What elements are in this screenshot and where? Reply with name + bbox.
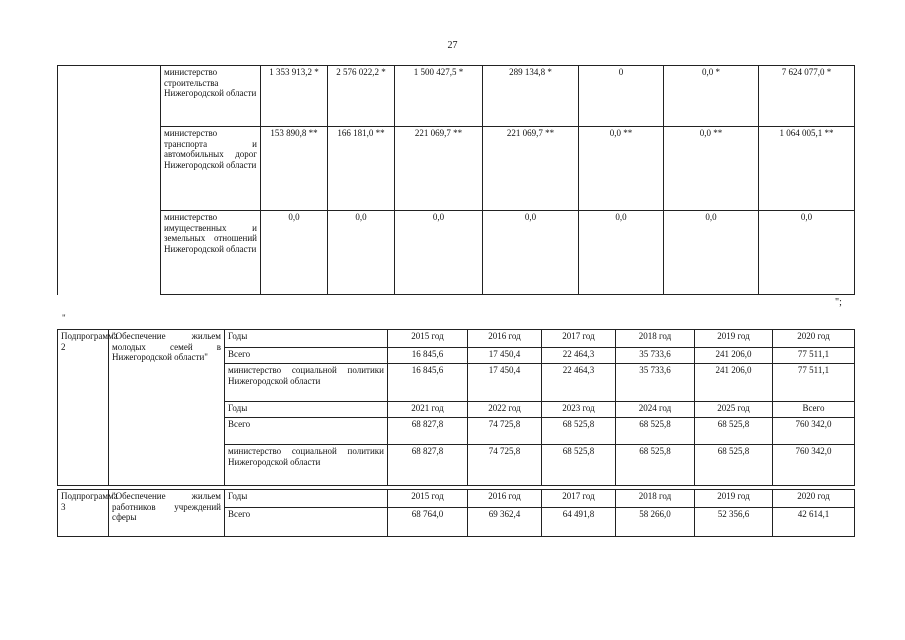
value-cell: 760 342,0 [773,445,855,486]
value-cell: 16 845,6 [388,348,468,364]
value-cell: 68 525,8 [616,418,695,445]
value-cell: 74 725,8 [468,445,542,486]
value-cell: 221 069,7 ** [483,127,579,211]
value-cell: 2018 год [616,490,695,508]
value-cell: 0,0 ** [579,127,664,211]
empty-cell [58,66,161,295]
closing-quote: "; [835,297,842,308]
value-cell: 2015 год [388,490,468,508]
value-cell: 68 827,8 [388,418,468,445]
value-cell: 64 491,8 [542,508,616,537]
page-number: 27 [447,40,458,51]
value-cell: 2016 год [468,330,542,348]
value-cell: 2021 год [388,402,468,418]
value-cell: 2 576 022,2 * [328,66,395,127]
row-label: министерство транспорта и автомобильных дорог Нижегородской области [161,127,261,211]
value-cell: 68 525,8 [616,445,695,486]
value-cell: 2016 год [468,490,542,508]
value-cell: 58 266,0 [616,508,695,537]
opening-quote: " [62,313,66,323]
value-cell: 166 181,0 ** [328,127,395,211]
value-cell: 1 353 913,2 * [261,66,328,127]
row-label: Всего [225,418,388,445]
table-row [58,330,855,348]
value-cell: 2019 год [695,490,773,508]
funding-table-part-1 [57,65,855,295]
value-cell: 22 464,3 [542,348,616,364]
value-cell: 2025 год [695,402,773,418]
subprogram-name: "Обеспечение жильем молодых семей в Нижегородской области" [109,330,225,486]
row-label: министерство строительства Нижегородской области [161,66,261,127]
value-cell: 68 525,8 [695,445,773,486]
value-cell: 289 134,8 * [483,66,579,127]
value-cell: Всего [773,402,855,418]
subprogram-label: Подпрограмма 2 [58,330,109,486]
value-cell: 241 206,0 [695,364,773,402]
value-cell: 2019 год [695,330,773,348]
value-cell: 0,0 [664,211,759,295]
value-cell: 16 845,6 [388,364,468,402]
row-label: министерство социальной политики Нижегородской области [225,445,388,486]
value-cell: 0,0 [328,211,395,295]
row-label: Годы [225,330,388,348]
table-row [58,211,855,295]
value-cell: 2023 год [542,402,616,418]
value-cell: 17 450,4 [468,364,542,402]
value-cell: 35 733,6 [616,348,695,364]
value-cell: 2020 год [773,490,855,508]
subprogram-3-table [57,489,855,537]
value-cell: 69 362,4 [468,508,542,537]
row-label: министерство социальной политики Нижегородской области [225,364,388,402]
value-cell: 52 356,6 [695,508,773,537]
value-cell: 68 827,8 [388,445,468,486]
row-label: министерство имущественных и земельных отношений Нижегородской области [161,211,261,295]
value-cell: 760 342,0 [773,418,855,445]
value-cell: 68 525,8 [542,418,616,445]
value-cell: 2015 год [388,330,468,348]
value-cell: 2024 год [616,402,695,418]
value-cell: 0 [579,66,664,127]
value-cell: 0,0 [483,211,579,295]
subprogram-2-table [57,329,855,486]
value-cell: 0,0 [261,211,328,295]
value-cell: 153 890,8 ** [261,127,328,211]
value-cell: 0,0 [395,211,483,295]
value-cell: 0,0 [759,211,855,295]
value-cell: 2017 год [542,490,616,508]
value-cell: 241 206,0 [695,348,773,364]
value-cell: 17 450,4 [468,348,542,364]
row-label: Всего [225,348,388,364]
subprogram-name: "Обеспечение жильем работников учреждений сферы [109,490,225,537]
value-cell: 22 464,3 [542,364,616,402]
value-cell: 2017 год [542,330,616,348]
value-cell: 221 069,7 ** [395,127,483,211]
value-cell: 0,0 ** [664,127,759,211]
value-cell: 35 733,6 [616,364,695,402]
value-cell: 7 624 077,0 * [759,66,855,127]
value-cell: 1 500 427,5 * [395,66,483,127]
row-label: Годы [225,490,388,508]
value-cell: 77 511,1 [773,364,855,402]
value-cell: 0,0 * [664,66,759,127]
table-row [58,490,855,508]
value-cell: 2022 год [468,402,542,418]
table-row [58,66,855,127]
row-label: Всего [225,508,388,537]
subprogram-label: Подпрограмма 3 [58,490,109,537]
value-cell: 68 525,8 [542,445,616,486]
value-cell: 42 614,1 [773,508,855,537]
value-cell: 2018 год [616,330,695,348]
row-label: Годы [225,402,388,418]
value-cell: 74 725,8 [468,418,542,445]
value-cell: 0,0 [579,211,664,295]
value-cell: 2020 год [773,330,855,348]
value-cell: 68 525,8 [695,418,773,445]
value-cell: 68 764,0 [388,508,468,537]
table-row [58,127,855,211]
value-cell: 77 511,1 [773,348,855,364]
value-cell: 1 064 005,1 ** [759,127,855,211]
